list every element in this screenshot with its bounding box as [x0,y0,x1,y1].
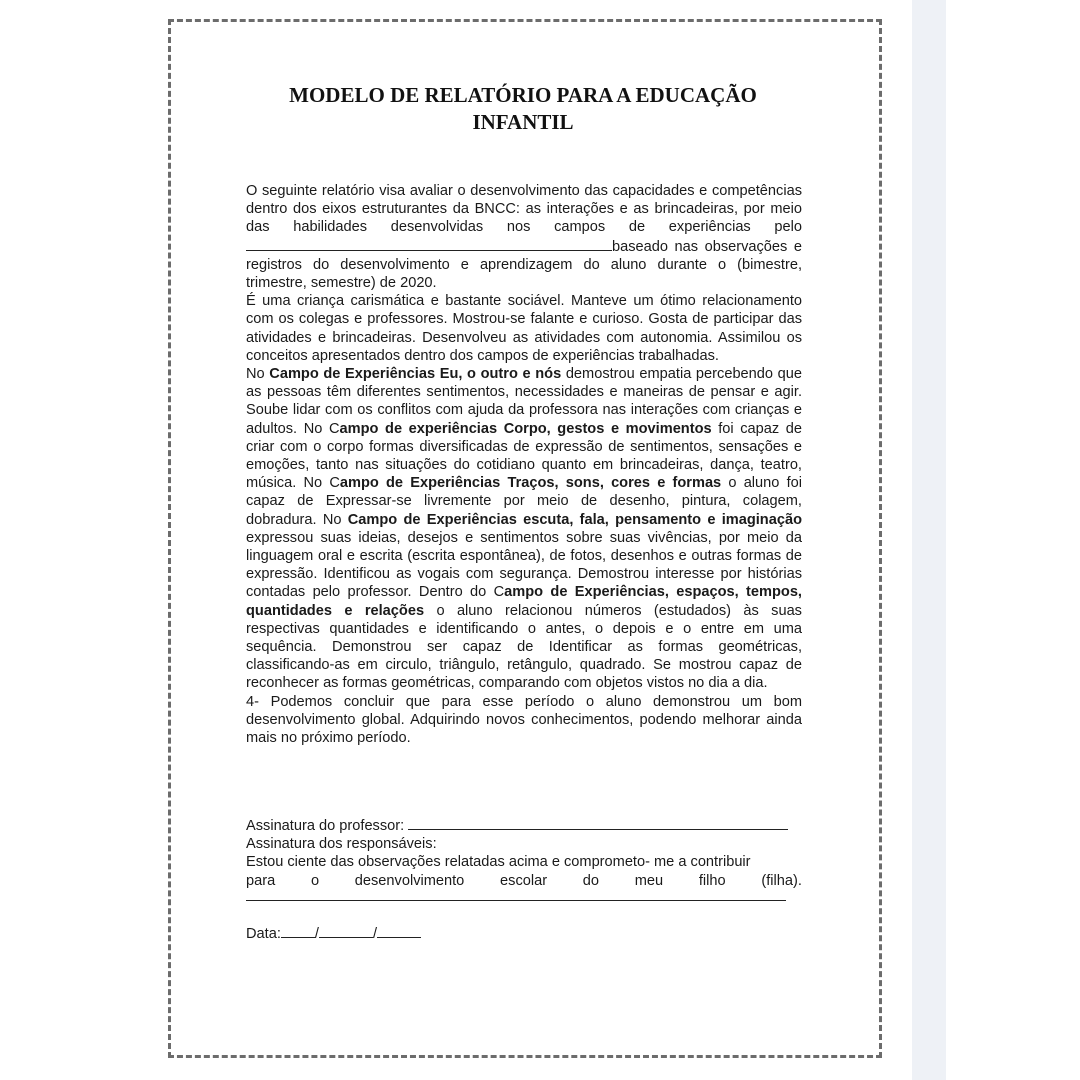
field-heading-corpo-gestos: ampo de experiências Corpo, gestos e movimentos [339,420,712,437]
guardians-signature-label: Assinatura dos responsáveis: [246,836,437,853]
commitment-statement-line2 [246,872,802,890]
field-heading-espacos-tempos: ampo de Experiências, espaços, tempos, quantidades e relações [246,584,802,619]
intro-text-a: O seguinte relatório visa avaliar o desenvolvimento das capacidades e competências dentro dos eixos estruturantes da BNCC: as interações e as brincadeiras, por meio das habilidades desenvolvidas nos campos de experiências pelo [246,183,802,236]
fields-text-4: o aluno foi capaz de Expressar-se livremente por meio de desenho, pintura, colagem, dobradura. No [246,475,803,528]
guardian-signature-line[interactable] [246,890,786,901]
viewer-background-strip [912,0,946,1080]
fields-text-6: o aluno relacionou números (estudados) às suas respectivas quantidades e identificando o antes, o depois e o entre em uma sequência. Demonstrou ser capaz de Identificar as formas geométricas, classificando-as em circulo, triângulo, retângulo, quadrado. Se mostrou capaz de reconhecer as formas geométricas, comparando com objetos vistos no dia a dia. [246,602,802,692]
fields-text-1: No [246,366,270,383]
paragraph-intro [246,182,802,292]
statement-word: do [582,872,600,889]
statement-word: o [310,872,320,889]
teacher-signature-label: Assinatura do professor: [246,818,409,834]
paragraph-fields [246,365,802,693]
fill-in-blank-campos[interactable] [246,237,612,251]
document-title: MODELO DE RELATÓRIO PARA A EDUCAÇÃO INFANTIL [289,83,757,134]
report-body [246,182,802,747]
statement-word: filho [698,872,726,889]
date-month-blank[interactable] [319,924,373,938]
fields-text-3: foi capaz de criar com o corpo formas diversificadas de expressão de sentimentos, sensações e emoções, tanto nas situações do cotidiano quanto em brincadeiras, dança, teatro, música. No C [246,420,803,492]
field-heading-tracos-sons: ampo de Experiências Traços, sons, cores e formas [339,475,722,492]
teacher-signature-row [246,816,802,835]
date-row [246,924,421,942]
field-heading-escuta-fala: Campo de Experiências escuta, fala, pensamento e imaginação [347,511,802,528]
field-heading-eu-outro-nos: Campo de Experiências Eu, o outro e nós [269,366,562,383]
signature-section [246,816,802,901]
intro-text-b: baseado nas observações e registros do desenvolvimento e aprendizagem do aluno durante o (bimestre, trimestre, semestre) de 2020. [246,238,802,292]
statement-word: (filha). [761,872,802,889]
date-label: Data: [246,926,281,942]
fields-text-5: expressou suas ideias, desejos e sentimentos sobre suas vivências, por meio da linguagem oral e escrita (escrita espontânea), de fotos, desenhos e outras formas de expressão. Identificou as vogais com segurança. Demostrou interesse por histórias contadas pelo professor. Dentro do C [246,529,802,601]
statement-word: escolar [500,872,548,889]
statement-word: para [246,872,276,889]
commitment-statement: Estou ciente das observações relatadas acima e comprometo- me a contribuir [246,854,751,871]
statement-word: meu [634,872,664,889]
date-separator: / [372,926,378,942]
paragraph-behavior: É uma criança carismática e bastante sociável. Manteve um ótimo relacionamento com os colegas e professores. Mostrou-se falante e curioso. Gosta de participar das atividades e brincadeiras. Desenvolveu as atividades com autonomia. Assimilou os conceitos apresentados dentro dos campos de experiências trabalhadas. [246,293,802,364]
date-separator: / [314,926,319,942]
date-day-blank[interactable] [281,924,315,938]
paragraph-conclusion: 4- Podemos concluir que para esse período o aluno demonstrou um bom desenvolvimento global. Adquirindo novos conhecimentos, podendo melhorar ainda mais no próximo período. [246,693,802,747]
statement-word: desenvolvimento [354,872,465,889]
date-year-blank[interactable] [377,924,421,938]
fields-text-2: demostrou empatia percebendo que as pessoas têm diferentes sentimentos, necessidades e maneiras de pensar e agir. Soube lidar com os conflitos com ajuda da professora nas interações com crianças e adultos. No C [246,366,802,437]
teacher-signature-line[interactable] [408,816,788,830]
